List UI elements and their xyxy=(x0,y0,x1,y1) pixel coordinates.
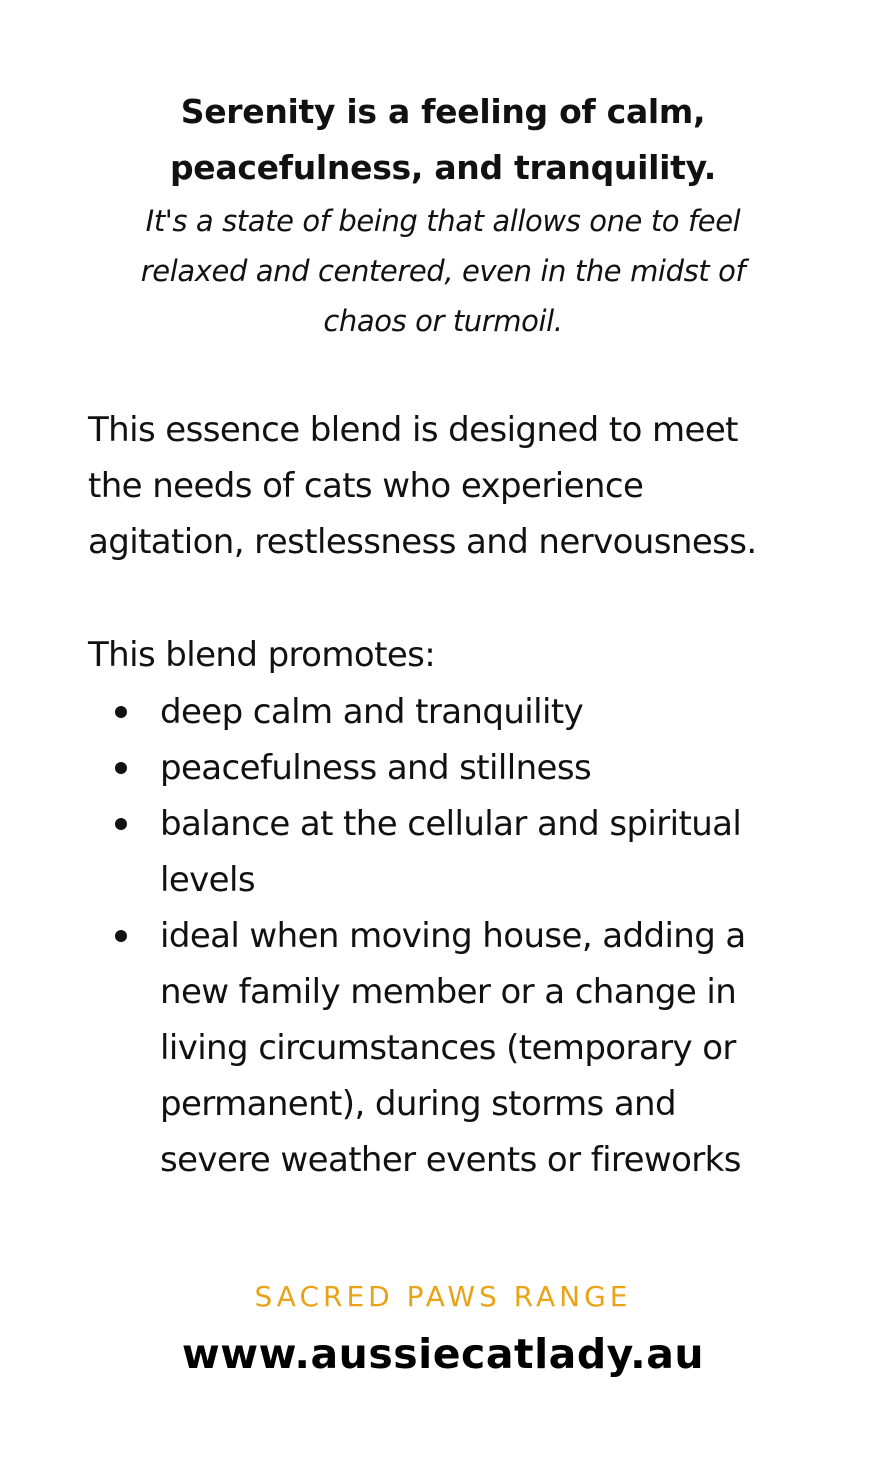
benefits-list xyxy=(160,684,820,1188)
list-item-text: ideal when moving house, adding a xyxy=(160,916,746,956)
subheadline-line-1: It's a state of being that allows one to feel xyxy=(145,204,741,238)
list-item xyxy=(160,740,820,796)
intro-line-2: the needs of cats who experience xyxy=(88,466,644,506)
range-label: SACRED PAWS RANGE xyxy=(254,1280,632,1313)
subheadline-line-3: chaos or turmoil. xyxy=(323,304,563,338)
list-item-text: levels xyxy=(160,860,255,900)
website-url: www.aussiecatlady.au xyxy=(181,1330,705,1378)
list-item-text: peacefulness and stillness xyxy=(160,748,592,788)
list-item-text: living circumstances (temporary or xyxy=(160,1028,736,1068)
list-item-text: severe weather events or fireworks xyxy=(160,1140,741,1180)
intro-line-3: agitation, restlessness and nervousness. xyxy=(88,522,757,562)
list-item xyxy=(160,684,820,740)
promotes-label: This blend promotes: xyxy=(88,635,436,675)
list-item xyxy=(160,908,820,1188)
list-item xyxy=(160,796,820,908)
list-item-text: new family member or a change in xyxy=(160,972,737,1012)
list-item-text: balance at the cellular and spiritual xyxy=(160,804,742,844)
bullet-icon xyxy=(115,762,127,774)
headline xyxy=(60,84,826,196)
subheadline-line-2: relaxed and centered, even in the midst of xyxy=(140,254,746,288)
bullet-icon xyxy=(115,930,127,942)
intro-paragraph xyxy=(88,402,828,570)
list-item-text: deep calm and tranquility xyxy=(160,692,584,732)
headline-line-1: Serenity is a feeling of calm, xyxy=(180,92,706,131)
bullet-icon xyxy=(115,818,127,830)
list-item-text: permanent), during storms and xyxy=(160,1084,676,1124)
headline-line-2: peacefulness, and tranquility. xyxy=(169,148,717,187)
bullet-icon xyxy=(115,706,127,718)
subheadline xyxy=(80,196,806,346)
intro-line-1: This essence blend is designed to meet xyxy=(88,410,738,450)
